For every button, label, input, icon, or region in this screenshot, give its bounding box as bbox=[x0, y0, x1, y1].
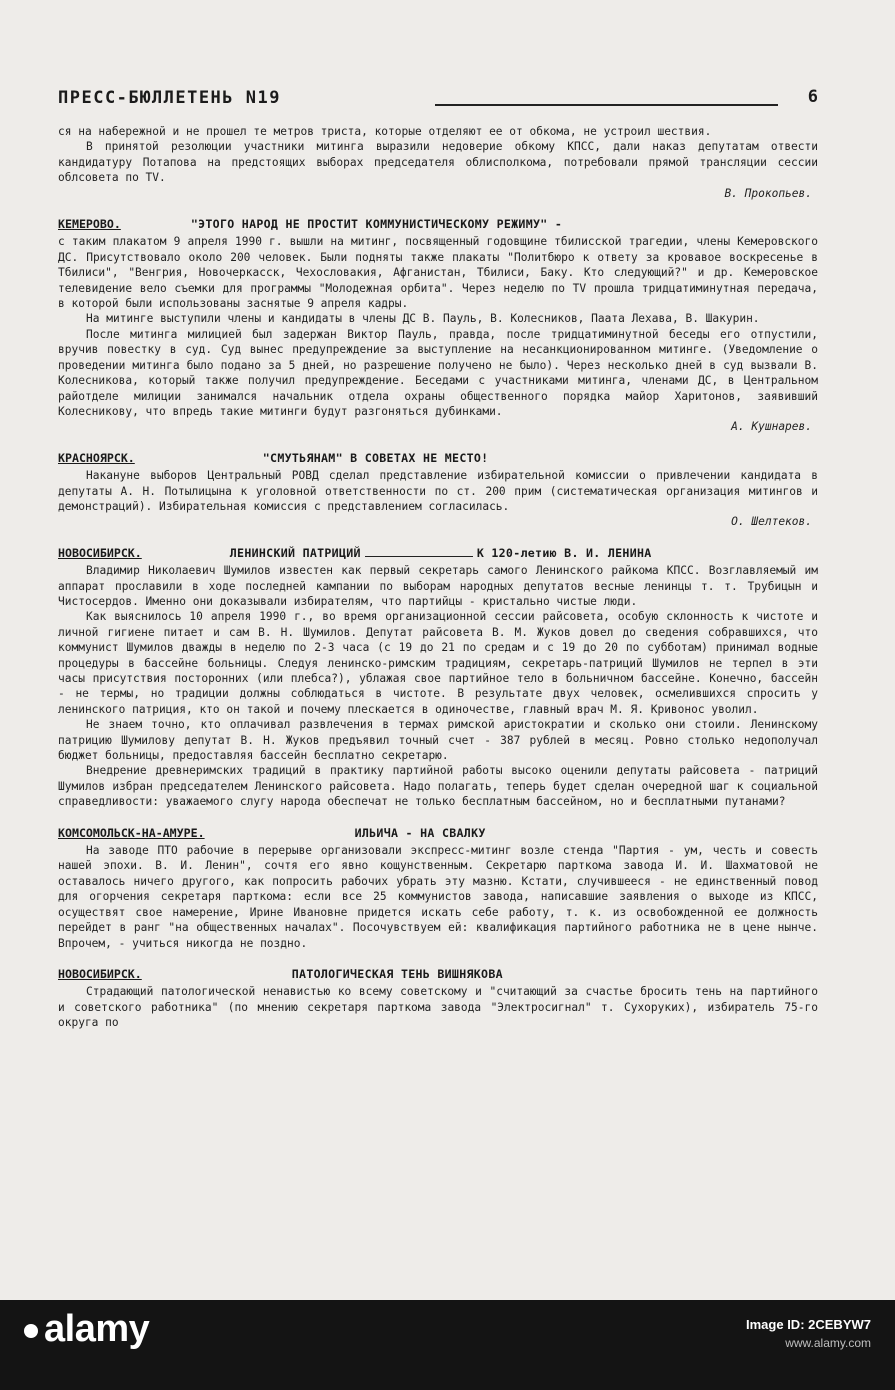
paragraph: Страдающий патологической ненавистью ко всему советскому и "считающий за счастье бросить тень на партийного и советского работника" (по мнению секретаря парткома завода "Электросигнал" т. Сухоруких), избиратель 75-го округа по bbox=[58, 985, 818, 1030]
site-url[interactable]: www.alamy.com bbox=[785, 1336, 871, 1350]
news-item-title-suffix: К 120-летию В. И. ЛЕНИНА bbox=[476, 545, 652, 560]
news-item-kemerovo bbox=[58, 217, 818, 435]
author-signature: О. Шелтеков. bbox=[731, 515, 812, 529]
city-label: КОМСОМОЛЬСК-НА-АМУРЕ. bbox=[58, 825, 205, 840]
paragraph: ся на набережной и не прошел те метров триста, которые отделяют ее от обкома, не устроил шествия. bbox=[58, 125, 712, 138]
paragraph: Не знаем точно, кто оплачивал развлечения в термах римской аристократии и сколько они стоили. Ленинскому патрицию Шумилову депутат В. Н. Жуков предъявил точный счет - 387 рублей в месяц. Ровно столько недополучал бюджет больницы, предоставляя бассейн бесплатно секретарю. bbox=[58, 718, 818, 763]
city-label: НОВОСИБИРСК. bbox=[58, 545, 142, 560]
news-item-krasnoyarsk bbox=[58, 451, 818, 530]
city-label: КРАСНОЯРСК. bbox=[58, 450, 135, 465]
paragraph: На заводе ПТО рабочие в перерыве организовали экспресс-митинг возле стенда "Партия - ум, честь и совесть нашей эпохи. В. И. Ленин", сочтя его явно кощунственным. Секретарю парткома завода И. И. Шахматовой не оставалось ничего другого, как попросить рабочих убрать эту мазню. Кстати, случившееся - не единственный повод для огорчения секретаря парткома: если все 25 коммунистов завода, написавшие заявления о выходе из КПСС, осуществят свое намерение, Ирине Ивановне придется искать себе работу, т. к. из освобожденной ее должность перейдет в ранг "на общественных началах". Посочувствуем ей: квалификация партийного работника не в цене нынче. Впрочем, - учиться никогда не поздно. bbox=[58, 844, 818, 950]
paragraph: Владимир Николаевич Шумилов известен как первый секретарь самого Ленинского райкома КПСС. Возглавляемый им аппарат прославили в ходе последней кампании по выборам народных депутатов весные ленинцы т. т. Трубицын и Чистосердов. Именно они доказывали избирателям, что партийцы - кристально чистые люди. bbox=[58, 564, 818, 608]
intro-block bbox=[58, 124, 818, 201]
news-item-komsomolsk bbox=[58, 826, 818, 951]
city-label: НОВОСИБИРСК. bbox=[58, 966, 142, 981]
masthead bbox=[58, 88, 818, 112]
news-item-header bbox=[58, 967, 818, 982]
news-item-header bbox=[58, 546, 818, 561]
logo-mark-icon bbox=[24, 1324, 38, 1338]
paragraph: В принятой резолюции участники митинга выразили недоверие обкому КПСС, дали наказ депутатам отвести кандидатуру Потапова на предстоящих выборах председателя облисполкома, потребовали прямой трансляции сессии облсовета по TV. bbox=[58, 140, 818, 185]
news-item-header bbox=[58, 217, 818, 232]
stock-footer-meta bbox=[511, 1316, 871, 1352]
image-id: Image ID: 2CEBYW7 bbox=[746, 1317, 871, 1332]
paragraph: с таким плакатом 9 апреля 1990 г. вышли на митинг, посвященный годовщине тбилисской трагедии, члены Кемеровского ДС. Присутствовало около 200 человек. Были подняты также плакаты "Политбюро к ответу за кровавое воскресенье в Тбилиси", "Венгрия, Новочеркасск, Чехословакия, Афганистан, Тбилиси, Баку. Кто следующий?" и др. Кемеровское телевидение вело съемки для программы "Молодежная орбита". Через неделю по TV прошла тридцатиминутная передача, в которой были использованы заснятые 9 апреля кадры. bbox=[58, 235, 818, 311]
news-item-title: ИЛЬИЧА - НА СВАЛКУ bbox=[354, 825, 486, 840]
news-item-header bbox=[58, 451, 818, 466]
news-item-title: ПАТОЛОГИЧЕСКАЯ ТЕНЬ ВИШНЯКОВА bbox=[291, 966, 503, 981]
news-item-novosibirsk-vishnyakov bbox=[58, 967, 818, 1031]
author-signature: В. Прокопьев. bbox=[724, 186, 812, 200]
paragraph: Накануне выборов Центральный РОВД сделал представление избирательной комиссии о привлечении кандидата в депутаты А. Н. Потылицына к уголовной ответственности по ст. 200 прим (систематическая организация митингов и демонстраций). Избирательная комиссия с представлением согласилась. bbox=[58, 469, 818, 513]
paragraph: После митинга милицией был задержан Виктор Пауль, правда, после тридцатиминутной беседы его отпустили, вручив повестку в суд. Суд вынес предупреждение за выступление на несанкционированном митинге. (Уведомление о проведении митинга было подано за 5 дней, но разрешение получено не было). Через несколько дней в суд вызвали В. Колесникова, который также получил предупреждение. Беседами с участниками митинга, членами ДС, в Центральном райотделе милиции занимался начальник отдела охраны общественного порядка майор Харитонов, заявивший Колесникову, что впредь такие митинги будут разгоняться дубинками. bbox=[58, 327, 818, 418]
article-content bbox=[58, 124, 818, 1031]
stock-logo bbox=[24, 1308, 149, 1351]
news-item-header bbox=[58, 826, 818, 841]
city-label: КЕМЕРОВО. bbox=[58, 217, 121, 232]
page-number: 6 bbox=[807, 87, 818, 107]
bulletin-title: ПРЕСС-БЮЛЛЕТЕНЬ N19 bbox=[58, 88, 281, 108]
title-underline-blank bbox=[365, 556, 473, 557]
news-item-title: "СМУТЬЯНАМ" В СОВЕТАХ НЕ МЕСТО! bbox=[262, 450, 489, 465]
paragraph: Как выяснилось 10 апреля 1990 г., во время организационной сессии райсовета, особую склонность к чистоте и личной гигиене питает и сам В. Н. Шумилов. Депутат райсовета В. М. Жуков довел до сведения собравшихся, что коммунист Шумилов дважды в неделю по 2-3 часа (с 19 до 21 по средам и с 19 до 20 по субботам) принимал водные процедуры в бассейне больницы. Следуя ленинско-римским традициям, секретарь-патриций Шумилов не терпел в эти часы присутствия посторонних (или плебса?), ублажая свое партийное тело в больничном бассейне. Конечно, бассейн - не термы, но традиции должны соблюдаться в чистоте. В результате двух человек, осмелившихся спросить у ленинского патриция, кто он такой и почему плескается в одиночестве, главный врач М. Я. Кривонос уволил. bbox=[58, 610, 818, 716]
author-signature: А. Кушнарев. bbox=[731, 420, 812, 434]
brand-name: alamy bbox=[44, 1308, 150, 1350]
news-item-title: "ЭТОГО НАРОД НЕ ПРОСТИТ КОММУНИСТИЧЕСКОМУ РЕЖИМУ" - bbox=[190, 217, 563, 232]
news-item-title: ЛЕНИНСКИЙ ПАТРИЦИЙ bbox=[229, 545, 361, 560]
masthead-rule bbox=[435, 104, 778, 106]
news-item-novosibirsk-patrician bbox=[58, 546, 818, 810]
paragraph: На митинге выступили члены и кандидаты в члены ДС В. Пауль, В. Колесников, Паата Лехава, В. Шакурин. bbox=[86, 312, 760, 326]
paragraph: Внедрение древнеримских традиций в практику партийной работы высоко оценили депутаты райсовета - патриций Шумилов избран председателем Ленинского райсовета. Надо полагать, теперь будет сделан очередной шаг к социальной справедливости: уважаемого слугу народа обеспечат не только бесплатным бассейном, но и бесплатными путанами? bbox=[58, 764, 818, 809]
